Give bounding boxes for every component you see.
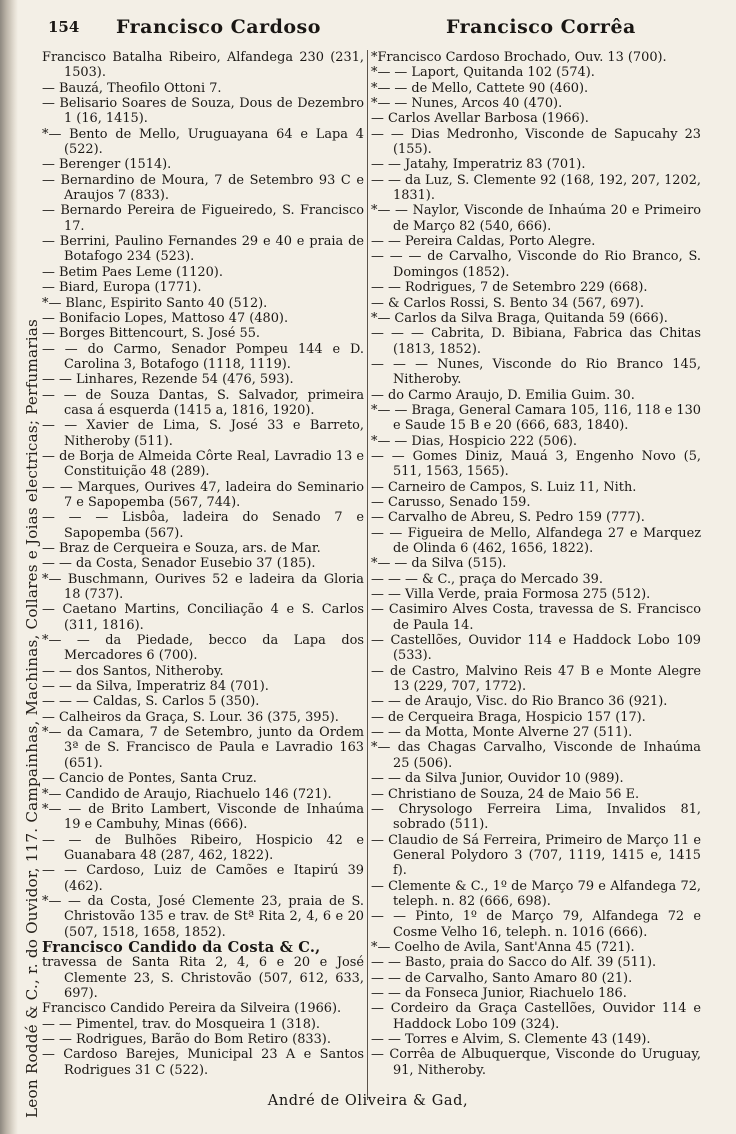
directory-entry: — — do Carmo, Senador Pompeu 144 e D. Carolina 3, Botafogo (1118, 1119).	[42, 341, 364, 372]
directory-entry: — — Cardoso, Luiz de Camões e Itapirú 39 (462).	[42, 863, 364, 894]
left-column	[42, 50, 364, 1078]
directory-entry: — Corrêa de Albuquerque, Visconde do Uruguay, 91, Nitheroby.	[371, 1047, 701, 1078]
spine-advertisement: Leon Roddé & C., r. do Ouvidor, 117. Campainhas, Machinas, Collares e Joias electricas; Perfumarias	[23, 318, 41, 1118]
directory-entry: — — — Nunes, Visconde do Rio Branco 145, Nitheroby.	[371, 356, 701, 388]
directory-entry: — Cardoso Barejes, Municipal 23 A e Santos Rodrigues 31 C (522).	[42, 1047, 364, 1078]
directory-entry: *— — da Costa, José Clemente 23, praia de S. Christovão 135 e trav. de Stª Rita 2, 4, 6 e 20 (507, 1518, 1658, 1852).	[42, 893, 364, 940]
directory-entry: *— — de Mello, Cattete 90 (460).	[371, 80, 589, 96]
directory-entry: — — de Araujo, Visc. do Rio Branco 36 (921).	[371, 694, 668, 710]
directory-entry: — Bonifacio Lopes, Mattoso 47 (480).	[42, 310, 289, 326]
directory-entry: — Clemente & C., 1º de Março 79 e Alfandega 72, teleph. n. 82 (666, 698).	[371, 878, 701, 909]
directory-entry: — Carusso, Senado 159.	[371, 494, 531, 510]
directory-entry: *— Buschmann, Ourives 52 e ladeira da Gloria 18 (737).	[42, 571, 364, 603]
directory-entry: — — — Caldas, S. Carlos 5 (350).	[42, 694, 260, 710]
directory-entry: *— — Laport, Quitanda 102 (574).	[371, 65, 595, 81]
directory-entry: — — — Lisbôa, ladeira do Senado 7 e Sapopemba (567).	[42, 510, 364, 541]
directory-entry: — Berrini, Paulino Fernandes 29 e 40 e praia de Botafogo 234 (523).	[42, 234, 364, 265]
directory-entry: — — de Carvalho, Santo Amaro 80 (21).	[371, 970, 633, 986]
directory-entry: Francisco Candido da Costa & C.,	[42, 938, 321, 956]
binding-shadow	[0, 0, 18, 1134]
running-head-left: Francisco Cardoso	[116, 16, 321, 38]
directory-entry: — — Torres e Alvim, S. Clemente 43 (149).	[371, 1032, 651, 1047]
directory-entry: *— — de Brito Lambert, Visconde de Inhaúma 19 e Cambuhy, Minas (666).	[42, 801, 364, 833]
directory-entry: *— Blanc, Espirito Santo 40 (512).	[42, 295, 268, 311]
directory-entry: *— da Camara, 7 de Setembro, junto da Ordem 3ª de S. Francisco de Paula e Lavradio 163 (651).	[42, 725, 364, 771]
page-header	[48, 14, 728, 42]
directory-entry: — Chrysologo Ferreira Lima, Invalidos 81, sobrado (511).	[371, 801, 701, 833]
directory-entry: — Casimiro Alves Costa, travessa de S. Francisco de Paula 14.	[371, 602, 701, 633]
directory-entry: *— — Nunes, Arcos 40 (470).	[371, 96, 563, 112]
directory-entry: — Cancio de Pontes, Santa Cruz.	[42, 771, 257, 787]
column-divider	[367, 50, 368, 1100]
directory-entry: *Francisco Cardoso Brochado, Ouv. 13 (700).	[371, 50, 667, 65]
directory-entry: — Christiano de Souza, 24 de Maio 56 E.	[371, 786, 640, 802]
directory-entry: *— — Braga, General Camara 105, 116, 118 e 130 e Saude 15 B e 20 (666, 683, 1840).	[371, 402, 701, 434]
directory-entry: — Belisario Soares de Souza, Dous de Dezembro 1 (16, 1415).	[42, 96, 364, 127]
page-number: 154	[48, 18, 80, 36]
directory-entry: *— — da Silva (515).	[371, 556, 507, 572]
directory-entry: — — Pereira Caldas, Porto Alegre.	[371, 234, 596, 250]
running-head-right: Francisco Corrêa	[446, 16, 636, 38]
directory-entry: — Carneiro de Campos, S. Luiz 11, Nith.	[371, 479, 637, 495]
directory-entry: — — — & C., praça do Mercado 39.	[371, 571, 603, 587]
directory-entry: — do Carmo Araujo, D. Emilia Guim. 30.	[371, 387, 635, 403]
directory-entry: — Berenger (1514).	[42, 157, 172, 173]
directory-entry: *— — da Piedade, becco da Lapa dos Mercadores 6 (700).	[42, 633, 364, 664]
directory-entry: *— Bento de Mello, Uruguayana 64 e Lapa 4 (522).	[42, 126, 364, 158]
directory-entry: — — Linhares, Rezende 54 (476, 593).	[42, 372, 294, 388]
directory-entry: — — Pinto, 1º de Março 79, Alfandega 72 e Cosme Velho 16, teleph. n. 1016 (666).	[371, 909, 701, 940]
directory-entry: — — de Souza Dantas, S. Salvador, primeira casa á esquerda (1415 a, 1816, 1920).	[42, 387, 364, 418]
right-column	[371, 50, 701, 1078]
directory-entry: — Borges Bittencourt, S. José 55.	[42, 326, 261, 342]
directory-entry: — de Borja de Almeida Côrte Real, Lavradio 13 e Constituição 48 (289).	[42, 448, 364, 480]
directory-entry: — — de Bulhões Ribeiro, Hospicio 42 e Guanabara 48 (287, 462, 1822).	[42, 832, 364, 863]
directory-entry: — Biard, Europa (1771).	[42, 280, 202, 296]
directory-entry: — — da Silva Junior, Ouvidor 10 (989).	[371, 771, 624, 787]
directory-entry: — Claudio de Sá Ferreira, Primeiro de Março 11 e General Polydoro 3 (707, 1119, 1415 e, 1415 f).	[371, 832, 701, 879]
directory-entry: — Caetano Martins, Conciliação 4 e S. Carlos (311, 1816).	[42, 602, 364, 633]
directory-entry: — — Dias Medronho, Visconde de Sapucahy 23 (155).	[371, 126, 701, 158]
directory-entry: — Castellões, Ouvidor 114 e Haddock Lobo 109 (533).	[371, 633, 701, 664]
directory-entry: Francisco Batalha Ribeiro, Alfandega 230 (231, 1503).	[42, 50, 364, 81]
directory-entry: — — Gomes Diniz, Mauá 3, Engenho Novo (5, 511, 1563, 1565).	[371, 448, 701, 480]
directory-entry: — — da Luz, S. Clemente 92 (168, 192, 207, 1202, 1831).	[371, 172, 701, 204]
directory-entry: — Cordeiro da Graça Castellões, Ouvidor 114 e Haddock Lobo 109 (324).	[371, 1001, 701, 1032]
directory-entry: — — dos Santos, Nitheroby.	[42, 663, 224, 679]
directory-entry: *— das Chagas Carvalho, Visconde de Inhaúma 25 (506).	[371, 740, 701, 771]
directory-entry: — — Marques, Ourives 47, ladeira do Seminario 7 e Sapopemba (567, 744).	[42, 479, 364, 510]
directory-entry: — — da Fonseca Junior, Riachuelo 186.	[371, 985, 627, 1001]
directory-entry: — Carvalho de Abreu, S. Pedro 159 (777).	[371, 510, 645, 526]
directory-entry: — — Rodrigues, 7 de Setembro 229 (668).	[371, 280, 648, 296]
directory-entry: — Braz de Cerqueira e Souza, ars. de Mar.	[42, 541, 321, 556]
directory-entry: — — da Motta, Monte Alverne 27 (511).	[371, 725, 633, 741]
directory-entry: — Bernardo Pereira de Figueiredo, S. Francisco 17.	[42, 203, 364, 234]
directory-entry: — — — Cabrita, D. Bibiana, Fabrica das Chitas (1813, 1852).	[371, 326, 701, 357]
directory-entry: — — Figueira de Mello, Alfandega 27 e Marquez de Olinda 6 (462, 1656, 1822).	[371, 525, 701, 556]
directory-entry: — & Carlos Rossi, S. Bento 34 (567, 697).	[371, 295, 644, 311]
directory-entry: — Calheiros da Graça, S. Lour. 36 (375, 395).	[42, 709, 339, 725]
directory-entry: *— Candido de Araujo, Riachuelo 146 (721).	[42, 786, 332, 802]
directory-entry: — — Basto, praia do Sacco do Alf. 39 (511).	[371, 955, 657, 971]
directory-entry: — Bernardino de Moura, 7 de Setembro 93 C e Araujos 7 (833).	[42, 172, 364, 204]
directory-entry: — de Castro, Malvino Reis 47 B e Monte Alegre 13 (229, 707, 1772).	[371, 663, 701, 695]
directory-entry: — de Cerqueira Braga, Hospicio 157 (17).	[371, 709, 646, 725]
directory-entry: Francisco Candido Pereira da Silveira (1966).	[42, 1001, 342, 1017]
directory-entry: — — Pimentel, trav. do Mosqueira 1 (318).	[42, 1016, 321, 1032]
directory-entry: — — da Costa, Senador Eusebio 37 (185).	[42, 556, 316, 572]
directory-entry: *— — Dias, Hospicio 222 (506).	[371, 433, 578, 449]
page-footer: André de Oliveira & Gad,	[267, 1093, 469, 1109]
directory-entry: — — Villa Verde, praia Formosa 275 (512).	[371, 587, 651, 603]
directory-entry: — — Xavier de Lima, S. José 33 e Barreto, Nitheroby (511).	[42, 418, 364, 449]
directory-entry: — — Jatahy, Imperatriz 83 (701).	[371, 157, 586, 173]
directory-entry: *— Coelho de Avila, Sant'Anna 45 (721).	[371, 939, 635, 955]
directory-entry: *— Carlos da Silva Braga, Quitanda 59 (666).	[371, 310, 668, 326]
directory-entry: — Carlos Avellar Barbosa (1966).	[371, 111, 589, 127]
directory-entry: — — — de Carvalho, Visconde do Rio Branco, S. Domingos (1852).	[371, 249, 701, 280]
directory-entry: travessa de Santa Rita 2, 4, 6 e 20 e José Clemente 23, S. Christovão (507, 612, 633, 697).	[42, 955, 364, 1001]
directory-entry: — Betim Paes Leme (1120).	[42, 264, 223, 280]
directory-entry: — Bauzá, Theofilo Ottoni 7.	[42, 80, 222, 96]
directory-entry: — — da Silva, Imperatriz 84 (701).	[42, 679, 269, 695]
directory-entry: *— — Naylor, Visconde de Inhaúma 20 e Primeiro de Março 82 (540, 666).	[371, 203, 701, 234]
directory-entry: — — Rodrigues, Barão do Bom Retiro (833).	[42, 1032, 331, 1047]
